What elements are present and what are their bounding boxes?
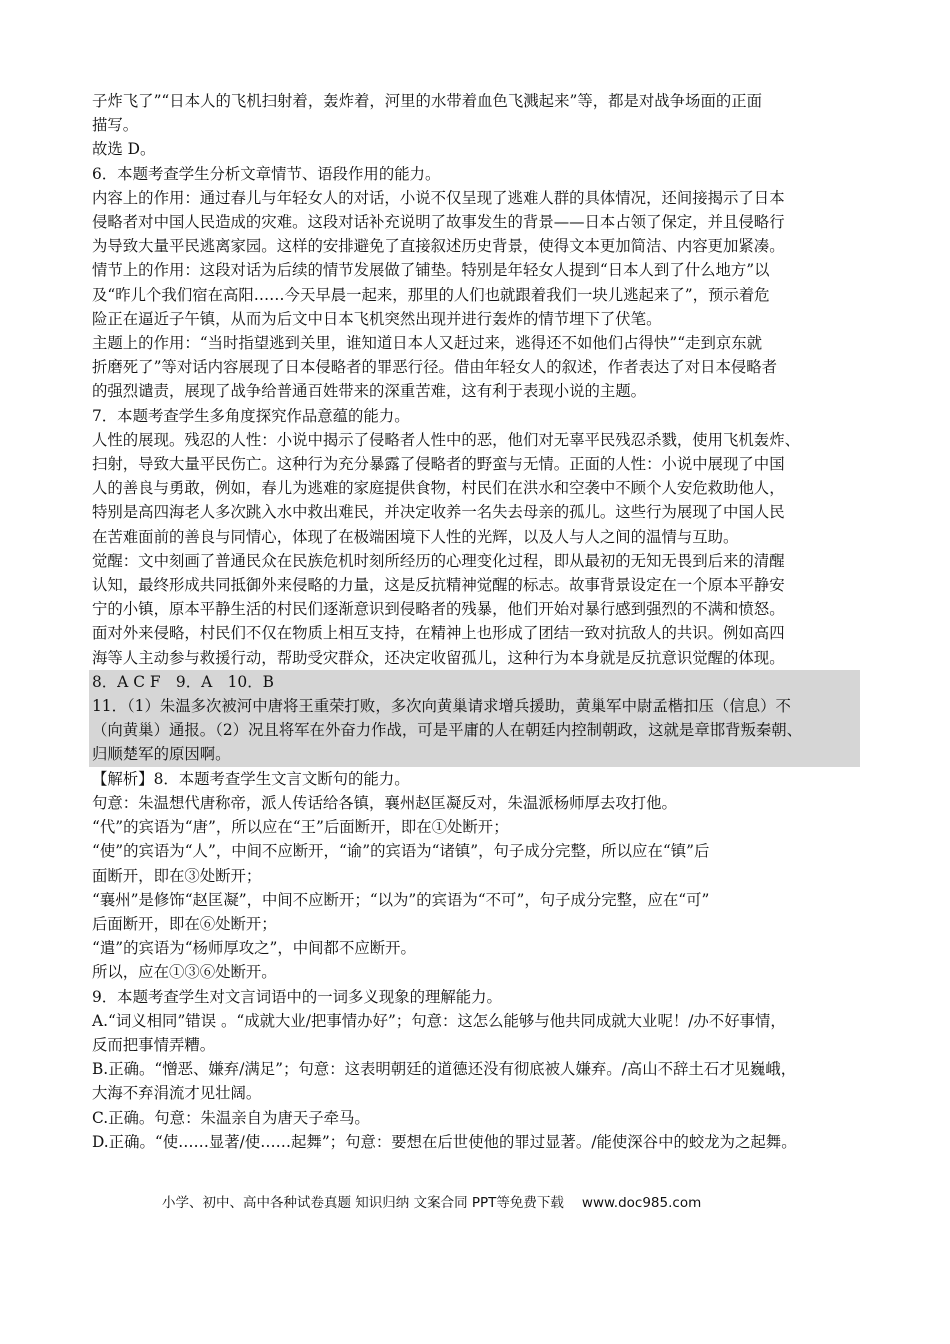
text-line: 的强烈谴责，展现了战争给普通百姓带来的深重苦难，这有利于表现小说的主题。 — [92, 382, 647, 401]
text-line: 在苦难面前的善良与同情心，体现了在极端困境下人性的光辉，以及人与人之间的温情与互助。 — [92, 527, 739, 546]
section-top — [92, 89, 852, 670]
text-line: 宁的小镇，原本平静生活的村民们逐渐意识到侵略者的残暴，他们开始对暴行感到强烈的不满和愤怒。 — [92, 600, 785, 619]
text-line: “使”的宾语为“人”，中间不应断开，“谕”的宾语为“诸镇”，句子成分完整，所以应在“镇”后 — [92, 842, 710, 861]
page-footer — [162, 1191, 862, 1211]
text-line: 险正在逼近子午镇，从而为后文中日本飞机突然出现并进行轰炸的情节埋下了伏笔。 — [92, 309, 662, 328]
text-line: 及“昨儿个我们宿在高阳……今天早晨一起来，那里的人们也就跟着我们一块儿逃起来了”，预示着危 — [92, 285, 770, 304]
text-line: 侵略者对中国人民造成的灾难。这段对话补充说明了故事发生的背景——日本占领了保定，并且侵略行 — [92, 213, 785, 232]
text-line: 扫射，导致大量平民伤亡。这种行为充分暴露了侵略者的野蛮与无情。正面的人性：小说中展现了中国 — [92, 455, 785, 474]
text-line: 人的善良与勇敢，例如，春儿为逃难的家庭提供食物，村民们在洪水和空袭中不顾个人安危救助他人， — [92, 479, 785, 498]
text-line: B.正确。“憎恶、嫌弃/满足”；句意：这表明朝廷的道德还没有彻底被人嫌弃。/高山不辞土石才见巍峨， — [92, 1060, 797, 1079]
text-line: 情节上的作用：这段对话为后续的情节发展做了铺垫。特别是年轻女人提到“日本人到了什么地方”以 — [92, 261, 770, 280]
text-line: 句意：朱温想代唐称帝，派人传话给各镇，襄州赵匡凝反对，朱温派杨师厚去攻打他。 — [92, 793, 677, 812]
text-line: 子炸飞了”“日本人的飞机扫射着，轰炸着，河里的水带着血色飞溅起来”等，都是对战争场面的正面 — [92, 92, 763, 110]
text-line: 面对外来侵略，村民们不仅在物质上相互支持，在精神上也形成了团结一致对抗敌人的共识。例如高四 — [92, 624, 785, 643]
answers-8-10: 8．A C F 9．A 10．B — [92, 672, 274, 691]
text-line: 为导致大量平民逃离家园。这样的安排避免了直接叙述历史背景，使得文本更加简洁、内容更加紧凑。 — [92, 237, 785, 256]
question-9-heading: 9．本题考查学生对文言词语中的一词多义现象的理解能力。 — [92, 987, 502, 1006]
highlighted-answers — [89, 670, 860, 767]
text-line: 海等人主动参与救援行动，帮助受灾群众，还决定收留孤儿，这种行为本身就是反抗意识觉醒的体现。 — [92, 648, 785, 667]
text-line: 描写。 — [92, 116, 139, 135]
text-line: “遣”的宾语为“杨师厚攻之”，中间都不应断开。 — [92, 939, 416, 958]
answer-11-line: 11．（1）朱温多次被河中唐将王重荣打败，多次向黄巢请求增兵援助，黄巢军中尉孟楷扣压（信息）不 — [92, 697, 791, 716]
answer-content — [92, 89, 852, 1154]
text-line: D.正确。“使……显著/使……起舞”；句意：要想在后世使他的罪过显著。/能使深谷中的蛟龙为之起舞。 — [92, 1132, 797, 1151]
question-7-heading: 7．本题考查学生多角度探究作品意蕴的能力。 — [92, 406, 410, 425]
analysis-heading: 【解析】8．本题考查学生文言文断句的能力。 — [92, 769, 410, 788]
text-line: “代”的宾语为“唐”，所以应在“王”后面断开，即在①处断开； — [92, 818, 509, 837]
text-line: 所以，应在①③⑥处断开。 — [92, 963, 277, 982]
text-line: 面断开，即在③处断开； — [92, 866, 262, 885]
text-line: 折磨死了”等对话内容展现了日本侵略者的罪恶行径。借由年轻女人的叙述，作者表达了对日本侵略者 — [92, 358, 778, 377]
footer-text: 小学、初中、高中各种试卷真题 知识归纳 文案合同 PPT等免费下载 — [162, 1195, 564, 1211]
text-line: 特别是高四海老人多次跳入水中救出难民，并决定收养一名失去母亲的孤儿。这些行为展现了中国人民 — [92, 503, 785, 522]
question-6-heading: 6．本题考查学生分析文章情节、语段作用的能力。 — [92, 164, 441, 183]
text-line: 反而把事情弄糟。 — [92, 1035, 216, 1054]
text-line: 主题上的作用：“当时指望逃到关里，谁知道日本人又赶过来，逃得还不如他们占得快”“走到京东就 — [92, 334, 763, 353]
text-line: 后面断开，即在⑥处断开； — [92, 914, 277, 933]
text-line: C.正确。句意：朱温亲自为唐天子牵马。 — [92, 1108, 370, 1127]
text-line: 人性的展现。残忍的人性：小说中揭示了侵略者人性中的恶，他们对无辜平民残忍杀戮，使用飞机轰炸、 — [92, 430, 800, 449]
text-line: 大海不弃涓流才见壮阔。 — [92, 1084, 262, 1103]
text-line: “襄州”是修饰“赵匡凝”，中间不应断开；“以为”的宾语为“不可”，句子成分完整，应在“可” — [92, 890, 710, 909]
text-line: 内容上的作用：通过春儿与年轻女人的对话，小说不仅呈现了逃难人群的具体情况，还间接揭示了日本 — [92, 188, 785, 207]
text-line: A.“词义相同”错误 。“成就大业/把事情办好”；句意：这怎么能够与他共同成就大业呢！/办不好事情， — [92, 1011, 786, 1030]
section-bottom — [92, 767, 852, 1154]
text-line: 故选 D。 — [92, 140, 156, 159]
answer-11-line: 归顺楚军的原因啊。 — [92, 745, 231, 764]
text-line: 认知，最终形成共同抵御外来侵略的力量，这是反抗精神觉醒的标志。故事背景设定在一个原本平静安 — [92, 576, 785, 595]
footer-url[interactable]: www.doc985.com — [581, 1195, 702, 1211]
text-line: 觉醒：文中刻画了普通民众在民族危机时刻所经历的心理变化过程，即从最初的无知无畏到后来的清醒 — [92, 551, 785, 570]
answer-11-line: （向黄巢）通报。（2）况且将军在外奋力作战，可是平庸的人在朝廷内控制朝政，这就是章邯背叛秦朝、 — [92, 721, 803, 740]
